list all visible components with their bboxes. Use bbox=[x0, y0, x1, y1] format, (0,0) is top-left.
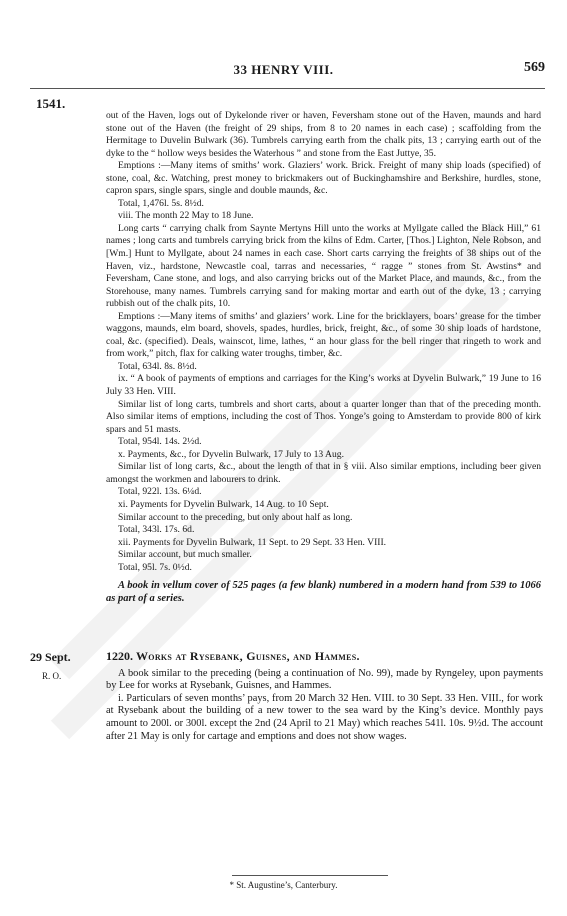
entry-1-total: Total, 922l. 13s. 6¼d. bbox=[118, 486, 202, 498]
entry-1-total: Total, 343l. 17s. 6d. bbox=[118, 524, 195, 536]
entry-2-paragraph: i. Particulars of seven months’ pays, from 20 March 32 Hen. VIII. to 30 Sept. 33 Hen. VIII., for work at Rysebank about the building of a new tower to the sea ward by the King’s device. Monthly pays amount to 200l. or 300l. except the 2nd (24 April to 21 May) which reaches 541l. 10s. 9½d. The account after 21 May is only for cartage and emptions and does not show wages. bbox=[106, 692, 543, 742]
footnote-rule bbox=[232, 875, 388, 876]
entry-2-source: R. O. bbox=[42, 671, 62, 681]
entry-1-section-heading: xi. Payments for Dyvelin Bulwark, 14 Aug. to 10 Sept. bbox=[118, 498, 329, 510]
entry-1-section-heading: xii. Payments for Dyvelin Bulwark, 11 Sept. to 29 Sept. 33 Hen. VIII. bbox=[118, 536, 387, 548]
entry-1-total: Total, 634l. 8s. 8½d. bbox=[118, 360, 197, 372]
entry-1-body bbox=[106, 110, 541, 605]
entry-number: 1220. bbox=[106, 649, 133, 663]
entry-1-section-heading: ix. “ A book of payments of emptions and carriages for the King’s works at Dyvelin Bulwark,” 19 June to 16 July 33 Hen. VIII. bbox=[106, 373, 541, 398]
cover-note: A book in vellum cover of 525 pages (a few blank) numbered in a modern hand from 539 to 1066 as part of a series. bbox=[106, 580, 541, 605]
entry-1-paragraph: Similar account to the preceding, but only about half as long. bbox=[118, 511, 353, 523]
running-head-title: 33 HENRY VIII. bbox=[233, 62, 334, 77]
footnote: * St. Augustine’s, Canterbury. bbox=[229, 880, 338, 890]
entry-1-paragraph: Long carts “ carrying chalk from Saynte Mertyns Hill unto the works at Myllgate called the Black Hill,” 61 names ; long carts and tumbrels carrying brick from the kilns of Edm. Carter, [Thos.] Lighton, Nele Robson, and [Wm.] Hunt to Myllgate, about 24 names in each case. Short carts carrying the freights of 38 ships out of the Haven, viz., hardstone, Newcastle coal, tarras and necessaries, “ ragge ” stones from St. Awstins* and Feversham, Cane stone, and logs, and also carrying bricks out of the Market Place, and maunds, &c., from the Storehouse, many names. Tumbrels carrying sand for making mortar and earth out of the dyke, 13 ; carrying rubbish out of the chalk pits, 10. bbox=[106, 222, 541, 310]
entry-1-total: Total, 954l. 14s. 2½d. bbox=[118, 436, 202, 448]
entry-1-section-heading: x. Payments, &c., for Dyvelin Bulwark, 17 July to 13 Aug. bbox=[118, 448, 344, 460]
entry-1-section-heading: viii. The month 22 May to 18 June. bbox=[118, 210, 254, 222]
entry-1-total: Total, 1,476l. 5s. 8½d. bbox=[118, 197, 204, 209]
entry-1-paragraph: Similar account, but much smaller. bbox=[118, 549, 252, 561]
entry-title: Works at Rysebank, Guisnes, and Hammes. bbox=[136, 649, 360, 663]
entry-1-paragraph: out of the Haven, logs out of Dykelonde river or haven, Feversham stone out of the Haven, maunds and hard stone out of the Haven (the freight of 29 ships, from 8 to 20 names in each case) ; scaffolding from the Hermitage to Duvelin Bulwark (36). Tumbrels carrying earth from the chalk pits, 13 ; carrying earth out of the dyke to the “ hollow weys besides the Waterhous ” and stone from the East Juttye, 35. bbox=[106, 110, 541, 159]
entry-2-margin bbox=[30, 650, 100, 681]
page-number: 569 bbox=[524, 60, 545, 75]
entry-1-paragraph: Similar list of long carts, tumbrels and short carts, about a quarter longer than that of the preceding month. Also similar items of emptions, including the cost of Thos. Yonge’s going to Amsterdam to provide 800 of kirk spars and 51 masts. bbox=[106, 398, 541, 435]
entry-1-total: Total, 95l. 7s. 0½d. bbox=[118, 561, 192, 573]
entry-1-paragraph: Similar list of long carts, &c., about the length of that in § viii. Also similar emptions, including beer given amongst the workmen and labourers to drink. bbox=[106, 461, 541, 485]
entry-2-heading bbox=[106, 650, 543, 663]
year-marker: 1541. bbox=[36, 96, 66, 111]
entry-2-paragraph: A book similar to the preceding (being a continuation of No. 99), made by Ryngeley, upon payments by Lee for works at Rysebank, Guisnes, and Hammes. bbox=[106, 667, 543, 692]
entry-1-paragraph: Emptions :—Many items of smiths’ and glaziers’ work. Line for the bricklayers, boars’ grease for the timber waggons, maunds, elm board, shovels, spades, hurdles, brick, freight, &c., of some 30 ship loads of hardstone, coal, &c. (specified). Deals, wainscot, lime, lathes, “ an hour glass for the bell ringer that ringeth to work and from work,” pitch, flax for calking water troughs, timber, &c. bbox=[106, 310, 541, 360]
entry-2-date: 29 Sept. bbox=[30, 650, 71, 664]
entry-1-paragraph: Emptions :—Many items of smiths’ work. Glaziers’ work. Brick. Freight of many ship loads (specified) of stone, coal, &c. Watching, prest money to brickmakers out of Buckinghamshire and Berkshire, hurdles, stone, capron spars, single spars, single and double maunds, &c. bbox=[106, 160, 541, 197]
entry-2-body bbox=[106, 650, 543, 743]
header-rule bbox=[30, 88, 545, 89]
